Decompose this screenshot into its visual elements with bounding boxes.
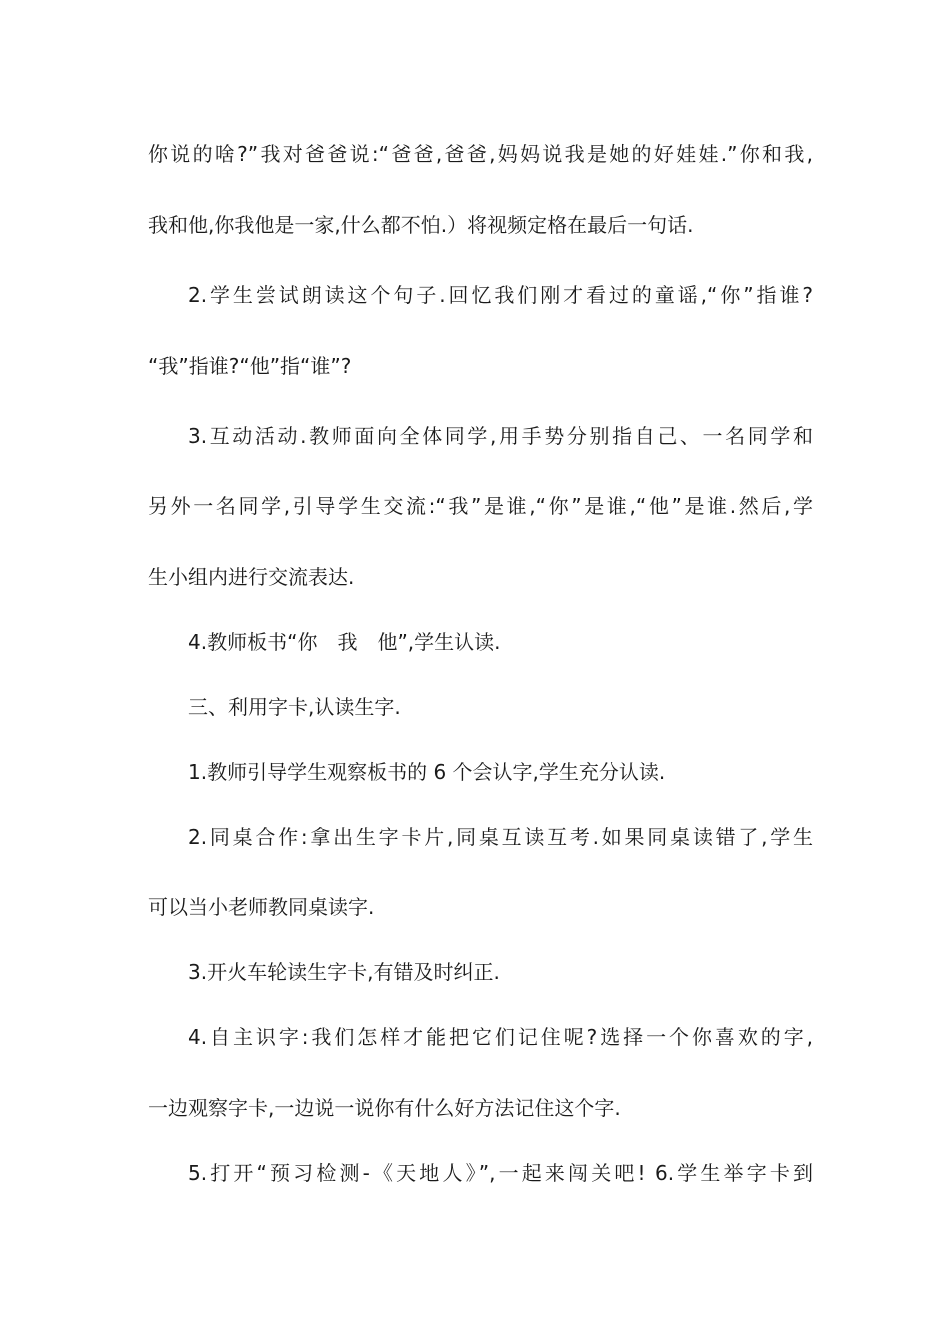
text-line-6: 另外一名同学,引导学生交流:“我”是谁,“你”是谁,“他”是谁.然后,学 [148,494,813,518]
text-line-5: 3.互动活动.教师面向全体同学,用手势分别指自己、一名同学和 [188,424,813,448]
text-line-11: 2.同桌合作:拿出生字卡片,同桌互读互考.如果同桌读错了,学生 [188,825,813,849]
text-line-2: 我和他,你我他是一家,什么都不怕.）将视频定格在最后一句话. [148,213,694,237]
text-line-7: 生小组内进行交流表达. [148,565,355,589]
text-line-16: 5.打开“预习检测-《天地人》”,一起来闯关吧! 6.学生举字卡到 [188,1161,813,1185]
text-line-8: 4.教师板书“你 我 他”,学生认读. [188,630,501,654]
section-heading: 三、利用字卡,认读生字. [188,695,401,719]
text-line-15: 一边观察字卡,一边说一说你有什么好方法记住这个字. [148,1096,621,1120]
text-line-12: 可以当小老师教同桌读字. [148,895,375,919]
text-line-13: 3.开火车轮读生字卡,有错及时纠正. [188,960,500,984]
text-line-4: “我”指谁?“他”指“谁”? [148,354,352,378]
text-line-14: 4.自主识字:我们怎样才能把它们记住呢?选择一个你喜欢的字, [188,1025,813,1049]
text-line-1: 你说的啥?”我对爸爸说:“爸爸,爸爸,妈妈说我是她的好娃娃.”你和我, [148,142,813,166]
text-line-10: 1.教师引导学生观察板书的 6 个会认字,学生充分认读. [188,760,666,784]
text-line-3: 2.学生尝试朗读这个句子.回忆我们刚才看过的童谣,“你”指谁? [188,283,813,307]
